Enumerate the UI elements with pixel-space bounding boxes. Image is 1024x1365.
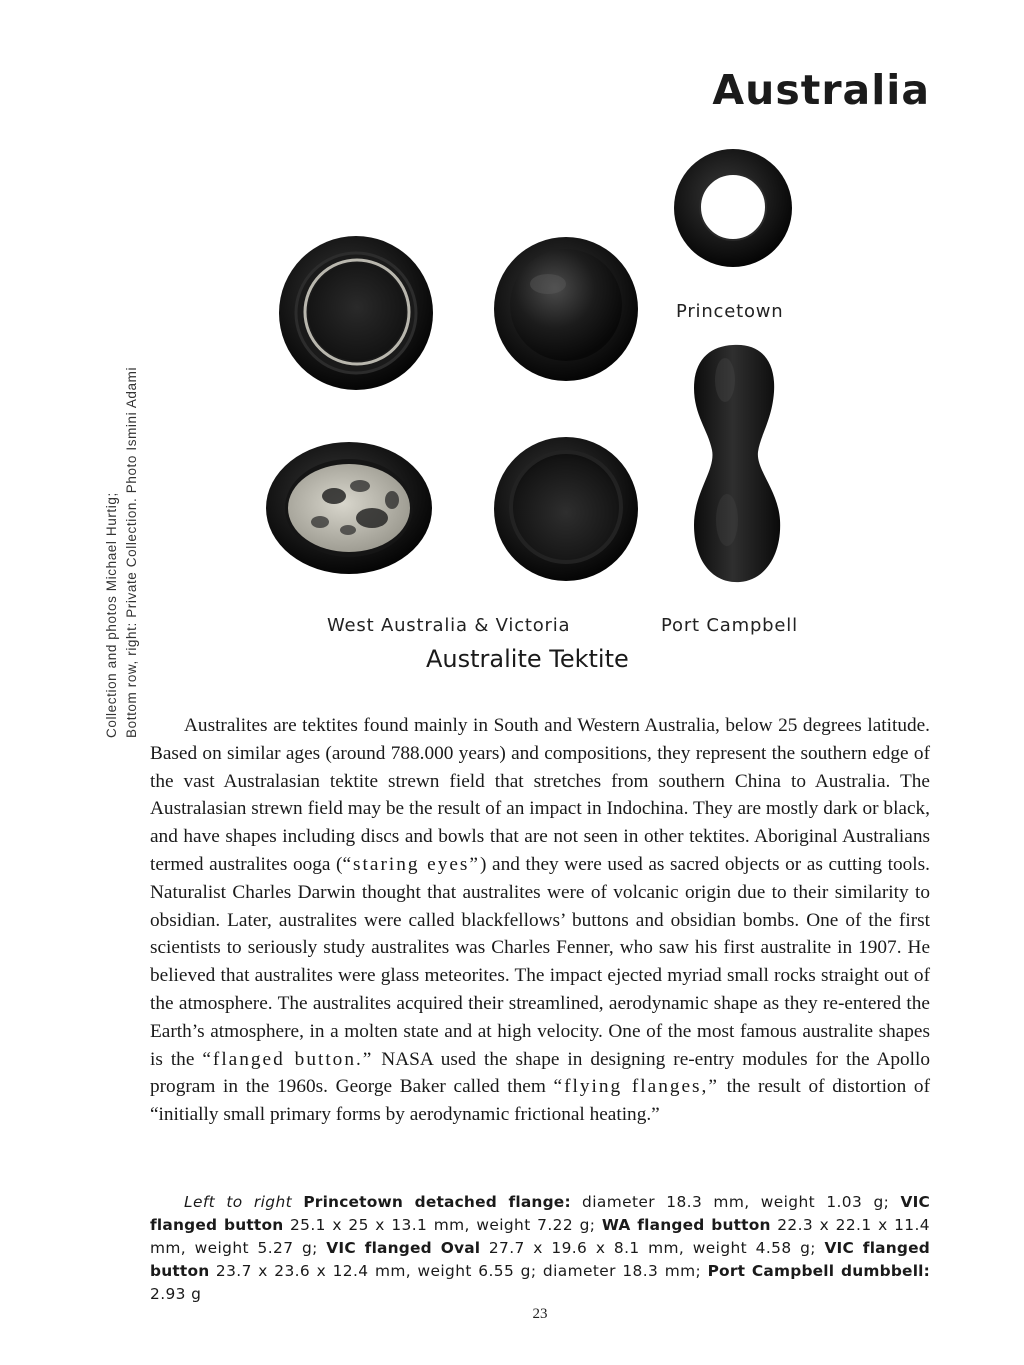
caption-specimen-3-text: 22.3 x 22.1 x 11.4 mm, weight 5.27 g; — [150, 1216, 930, 1257]
quote-staring-eyes: “staring eyes” — [342, 853, 480, 875]
body-paragraph — [150, 712, 930, 1129]
caption-lead: Left to right — [184, 1193, 293, 1211]
body-text-part-4: the result of distortion of “initially small primary forms by aerodynamic frictional heating.” — [150, 1076, 930, 1126]
quote-flanged-button: “flanged button.” — [202, 1048, 374, 1070]
caption-specimen-3-name: WA flanged button — [601, 1216, 771, 1234]
flanged-oval-icon — [266, 442, 432, 574]
caption-specimen-2-text: 25.1 x 25 x 13.1 mm, weight 7.22 g; — [283, 1216, 602, 1234]
dumbbell-tektite-icon — [694, 345, 780, 582]
quote-flying-flanges: “flying flanges,” — [553, 1076, 719, 1098]
figure-title: Australite Tektite — [426, 645, 629, 673]
flanged-button-bowl-icon — [494, 437, 638, 581]
label-west-australia-victoria: West Australia & Victoria — [327, 615, 571, 636]
body-text-part-1: Australites are tektites found mainly in South and Western Australia, below 25 degrees latitude. Based on similar ages (around 788.000 years) and compositions, they represent the southern edge of the vast Australasian tektite strewn field that stretches from southern China to Australia. The Australasian strewn field may be the result of an impact in Indochina. They are mostly dark or black, and have shapes including discs and bowls that are not seen in other tektites. Aboriginal Australians termed australites ooga ( — [150, 715, 930, 875]
caption-specimen-4-text: 27.7 x 19.6 x 8.1 mm, weight 4.58 g; — [480, 1239, 825, 1257]
body-text-part-3: NASA used the shape in designing re-entry modules for the Apollo program in the 1960s. George Baker called them — [150, 1048, 930, 1098]
body-text-part-2: ) and they were used as sacred objects or as cutting tools. Naturalist Charles Darwin thought that australites were of volcanic origin due to their similarity to obsidian. Later, australites were called blackfellows’ buttons and obsidian bombs. One of the first scientists to seriously study australites was Charles Fenner, who saw his first australite in 1907. He believed that australites were glass meteorites. The impact ejected myriad small rocks straight out of the atmosphere. The australites acquired their streamlined, aerodynamic shape as they re-entered the Earth’s atmosphere, in a molten state and at high velocity. One of the most famous australite shapes is the — [150, 853, 930, 1070]
flanged-button-dome-icon — [494, 237, 638, 381]
caption-specimen-1-text: diameter 18.3 mm, weight 1.03 g; — [570, 1193, 901, 1211]
page-number: 23 — [532, 1306, 548, 1322]
photo-credit-line-2: Bottom row, right: Private Collection. Photo Ismini Adami — [124, 366, 139, 738]
flanged-button-disc-icon — [279, 236, 433, 390]
caption-specimen-2-name: VIC flanged button — [150, 1193, 931, 1234]
label-port-campbell: Port Campbell — [661, 615, 798, 636]
caption-specimen-4-name: VIC flanged Oval — [326, 1239, 481, 1257]
caption-specimen-5-text: 23.7 x 23.6 x 12.4 mm, weight 6.55 g; diameter 18.3 mm; — [209, 1262, 708, 1280]
detached-flange-ring-icon — [674, 149, 792, 267]
page-title: Australia — [712, 66, 930, 114]
label-princetown: Princetown — [676, 301, 784, 322]
caption-specimen-6-name: Port Campbell dumbbell: — [707, 1262, 930, 1280]
caption-specimen-6-text: 2.93 g — [150, 1285, 202, 1303]
figure-caption — [150, 1191, 930, 1306]
caption-specimen-1-name: Princetown detached flange: — [303, 1193, 571, 1211]
photo-credit-line-1: Collection and photos Michael Hurtig; — [104, 492, 119, 738]
caption-specimen-5-name: VIC flanged button — [150, 1239, 930, 1280]
